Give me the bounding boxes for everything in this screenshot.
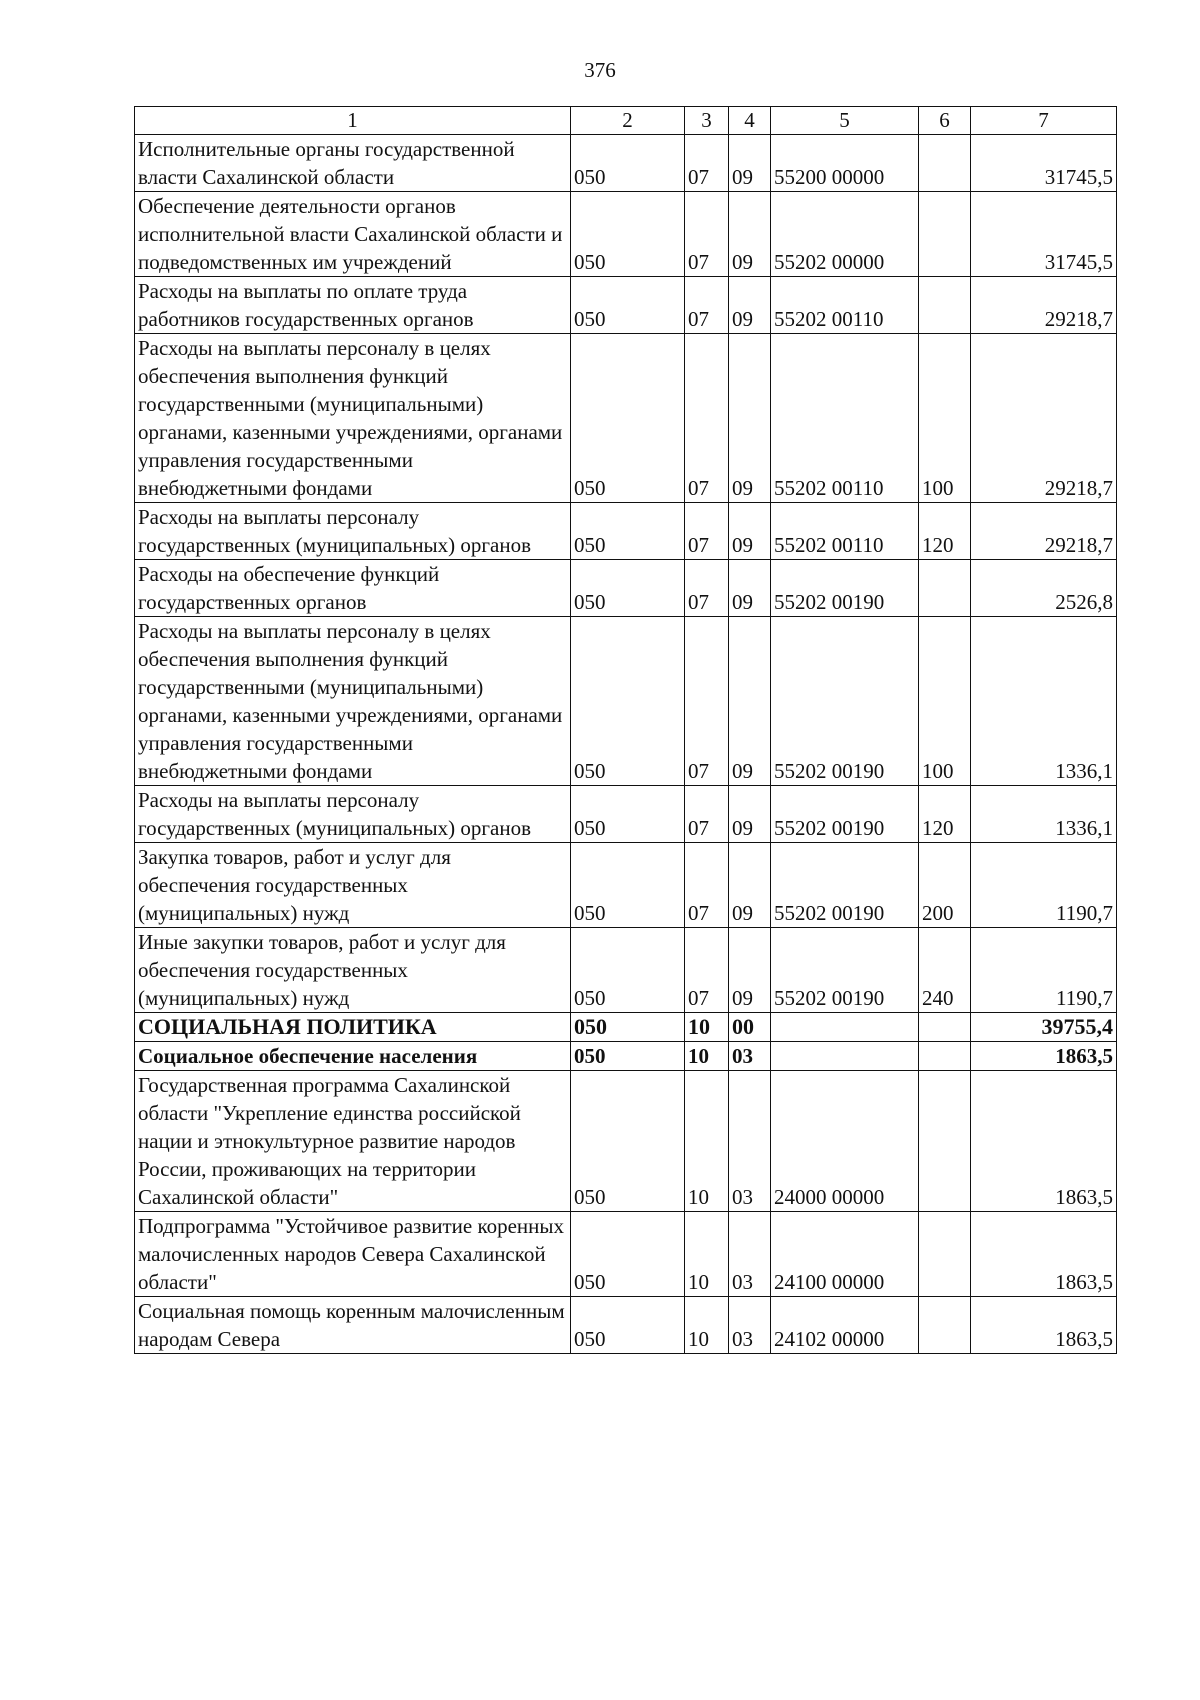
header-cell: 3 — [685, 107, 729, 135]
amount-cell: 31745,5 — [971, 192, 1117, 277]
amount-cell: 1863,5 — [971, 1212, 1117, 1297]
col5-cell: 55202 00190 — [771, 617, 919, 786]
amount-cell: 29218,7 — [971, 503, 1117, 560]
table-row — [135, 135, 1117, 192]
col2-cell: 050 — [571, 503, 685, 560]
col4-cell: 09 — [729, 192, 771, 277]
col2-cell: 050 — [571, 617, 685, 786]
col6-cell — [919, 1013, 971, 1042]
col6-cell — [919, 192, 971, 277]
amount-cell: 1863,5 — [971, 1071, 1117, 1212]
col2-cell: 050 — [571, 843, 685, 928]
col4-cell: 03 — [729, 1071, 771, 1212]
amount-cell: 1863,5 — [971, 1297, 1117, 1354]
row-name-cell: Расходы на выплаты персоналу государственных (муниципальных) органов — [135, 786, 571, 843]
col4-cell: 09 — [729, 843, 771, 928]
col4-cell: 00 — [729, 1013, 771, 1042]
col5-cell — [771, 1042, 919, 1071]
row-name-cell: Социальное обеспечение населения — [135, 1042, 571, 1071]
col4-cell: 09 — [729, 334, 771, 503]
table-row — [135, 503, 1117, 560]
col6-cell — [919, 277, 971, 334]
col6-cell — [919, 1071, 971, 1212]
row-name-cell: Исполнительные органы государственной власти Сахалинской области — [135, 135, 571, 192]
amount-cell: 1336,1 — [971, 617, 1117, 786]
header-row — [135, 107, 1117, 135]
col4-cell: 03 — [729, 1297, 771, 1354]
col4-cell: 03 — [729, 1212, 771, 1297]
col3-cell: 07 — [685, 503, 729, 560]
col2-cell: 050 — [571, 334, 685, 503]
col3-cell: 10 — [685, 1297, 729, 1354]
col4-cell: 09 — [729, 786, 771, 843]
col2-cell: 050 — [571, 1071, 685, 1212]
col3-cell: 10 — [685, 1013, 729, 1042]
col4-cell: 09 — [729, 277, 771, 334]
row-name-cell: Расходы на выплаты по оплате труда работников государственных органов — [135, 277, 571, 334]
col6-cell: 100 — [919, 334, 971, 503]
col6-cell: 200 — [919, 843, 971, 928]
row-name-cell: Расходы на выплаты персоналу государственных (муниципальных) органов — [135, 503, 571, 560]
col5-cell: 55202 00000 — [771, 192, 919, 277]
col2-cell: 050 — [571, 560, 685, 617]
col5-cell: 55202 00190 — [771, 786, 919, 843]
col6-cell: 100 — [919, 617, 971, 786]
row-name-cell: Подпрограмма "Устойчивое развитие коренных малочисленных народов Севера Сахалинской области" — [135, 1212, 571, 1297]
amount-cell: 29218,7 — [971, 334, 1117, 503]
col3-cell: 07 — [685, 928, 729, 1013]
table-row — [135, 928, 1117, 1013]
col2-cell: 050 — [571, 786, 685, 843]
col2-cell: 050 — [571, 1042, 685, 1071]
row-name-cell: Обеспечение деятельности органов исполнительной власти Сахалинской области и подведомственных им учреждений — [135, 192, 571, 277]
col6-cell: 120 — [919, 786, 971, 843]
table-row — [135, 1042, 1117, 1071]
row-name-cell: Государственная программа Сахалинской области "Укрепление единства российской нации и этнокультурное развитие народов России, проживающих на территории Сахалинской области" — [135, 1071, 571, 1212]
col5-cell: 24102 00000 — [771, 1297, 919, 1354]
row-name-cell: Расходы на обеспечение функций государственных органов — [135, 560, 571, 617]
table-row — [135, 277, 1117, 334]
table-row — [135, 1212, 1117, 1297]
table-row — [135, 1071, 1117, 1212]
col3-cell: 07 — [685, 786, 729, 843]
page-number: 376 — [584, 58, 616, 82]
col2-cell: 050 — [571, 1297, 685, 1354]
col6-cell — [919, 1042, 971, 1071]
col5-cell: 24000 00000 — [771, 1071, 919, 1212]
row-name-cell: Расходы на выплаты персоналу в целях обеспечения выполнения функций государственными (муниципальными) органами, казенными учреждениями, органами управления государственными внебюджетными фондами — [135, 617, 571, 786]
col5-cell: 55200 00000 — [771, 135, 919, 192]
amount-cell: 1190,7 — [971, 928, 1117, 1013]
header-cell: 6 — [919, 107, 971, 135]
table-row — [135, 560, 1117, 617]
table-row — [135, 334, 1117, 503]
col3-cell: 07 — [685, 560, 729, 617]
col3-cell: 07 — [685, 277, 729, 334]
col2-cell: 050 — [571, 1013, 685, 1042]
header-cell: 1 — [135, 107, 571, 135]
amount-cell: 29218,7 — [971, 277, 1117, 334]
header-cell: 4 — [729, 107, 771, 135]
row-name-cell: СОЦИАЛЬНАЯ ПОЛИТИКА — [135, 1013, 571, 1042]
row-name-cell: Иные закупки товаров, работ и услуг для обеспечения государственных (муниципальных) нужд — [135, 928, 571, 1013]
col6-cell — [919, 560, 971, 617]
amount-cell: 1863,5 — [971, 1042, 1117, 1071]
col6-cell — [919, 135, 971, 192]
col5-cell: 55202 00110 — [771, 334, 919, 503]
header-cell: 5 — [771, 107, 919, 135]
col6-cell: 240 — [919, 928, 971, 1013]
col3-cell: 07 — [685, 135, 729, 192]
col3-cell: 10 — [685, 1071, 729, 1212]
row-name-cell: Социальная помощь коренным малочисленным народам Севера — [135, 1297, 571, 1354]
col3-cell: 07 — [685, 617, 729, 786]
table-row — [135, 786, 1117, 843]
col6-cell: 120 — [919, 503, 971, 560]
col5-cell: 24100 00000 — [771, 1212, 919, 1297]
col5-cell: 55202 00190 — [771, 843, 919, 928]
amount-cell: 39755,4 — [971, 1013, 1117, 1042]
col2-cell: 050 — [571, 192, 685, 277]
amount-cell: 2526,8 — [971, 560, 1117, 617]
col4-cell: 09 — [729, 928, 771, 1013]
col6-cell — [919, 1212, 971, 1297]
table-row — [135, 617, 1117, 786]
budget-table — [134, 106, 1117, 1354]
row-name-cell: Закупка товаров, работ и услуг для обеспечения государственных (муниципальных) нужд — [135, 843, 571, 928]
header-cell: 7 — [971, 107, 1117, 135]
col3-cell: 10 — [685, 1042, 729, 1071]
col5-cell: 55202 00190 — [771, 560, 919, 617]
col4-cell: 09 — [729, 135, 771, 192]
col4-cell: 09 — [729, 503, 771, 560]
table-row — [135, 843, 1117, 928]
amount-cell: 1336,1 — [971, 786, 1117, 843]
col4-cell: 09 — [729, 617, 771, 786]
amount-cell: 1190,7 — [971, 843, 1117, 928]
col6-cell — [919, 1297, 971, 1354]
col2-cell: 050 — [571, 1212, 685, 1297]
table-row — [135, 192, 1117, 277]
col3-cell: 07 — [685, 334, 729, 503]
col2-cell: 050 — [571, 135, 685, 192]
table-row — [135, 1013, 1117, 1042]
header-cell: 2 — [571, 107, 685, 135]
col5-cell — [771, 1013, 919, 1042]
col2-cell: 050 — [571, 277, 685, 334]
amount-cell: 31745,5 — [971, 135, 1117, 192]
col5-cell: 55202 00110 — [771, 503, 919, 560]
col3-cell: 10 — [685, 1212, 729, 1297]
col5-cell: 55202 00110 — [771, 277, 919, 334]
table-row — [135, 1297, 1117, 1354]
col3-cell: 07 — [685, 843, 729, 928]
col5-cell: 55202 00190 — [771, 928, 919, 1013]
col3-cell: 07 — [685, 192, 729, 277]
row-name-cell: Расходы на выплаты персоналу в целях обеспечения выполнения функций государственными (муниципальными) органами, казенными учреждениями, органами управления государственными внебюджетными фондами — [135, 334, 571, 503]
col4-cell: 09 — [729, 560, 771, 617]
col4-cell: 03 — [729, 1042, 771, 1071]
col2-cell: 050 — [571, 928, 685, 1013]
